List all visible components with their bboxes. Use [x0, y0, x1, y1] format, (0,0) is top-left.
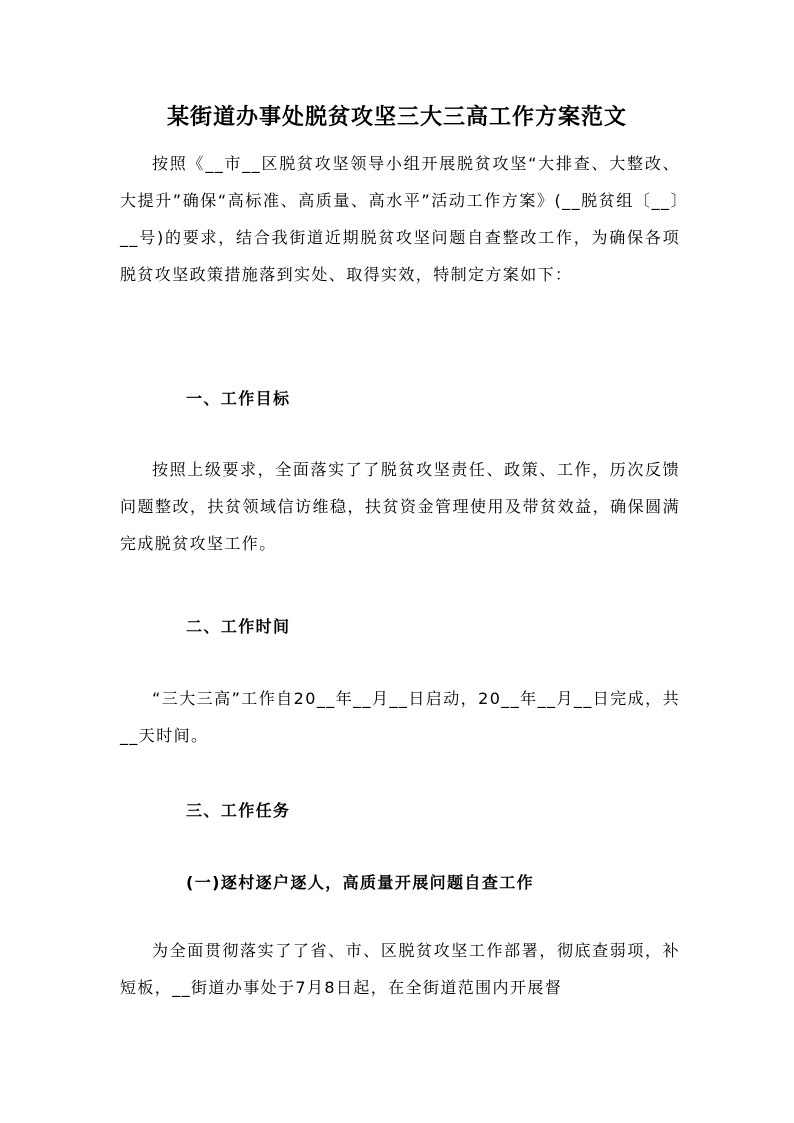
document-title: 某街道办事处脱贫攻坚三大三高工作方案范文 [166, 104, 627, 130]
subsection-heading-self-check: (一)逐村逐户逐人，高质量开展问题自查工作 [186, 873, 535, 892]
section-heading-tasks: 三、工作任务 [186, 801, 291, 820]
section-heading-time: 二、工作时间 [186, 617, 291, 636]
self-check-paragraph: 为全面贯彻落实了了省、市、区脱贫攻坚工作部署，彻底查弱项，补短板，__街道办事处于7月8日起，在全街道范围内开展督 [120, 941, 680, 997]
section-heading-goals: 一、工作目标 [186, 389, 291, 408]
time-paragraph: “三大三高”工作自20__年__月__日启动，20__年__月__日完成，共__天时间。 [120, 689, 680, 745]
goals-paragraph: 按照上级要求，全面落实了了脱贫攻坚责任、政策、工作，历次反馈问题整改，扶贫领域信访维稳，扶贫资金管理使用及带贫效益，确保圆满完成脱贫攻坚工作。 [120, 460, 680, 553]
intro-paragraph: 按照《__市__区脱贫攻坚领导小组开展脱贫攻坚“大排查、大整改、大提升”确保“高标准、高质量、高水平”活动工作方案》(__脱贫组〔__〕__号)的要求，结合我街道近期脱贫攻坚问题自查整改工作，为确保各项脱贫攻坚政策措施落到实处、取得实效，特制定方案如下： [120, 154, 680, 284]
